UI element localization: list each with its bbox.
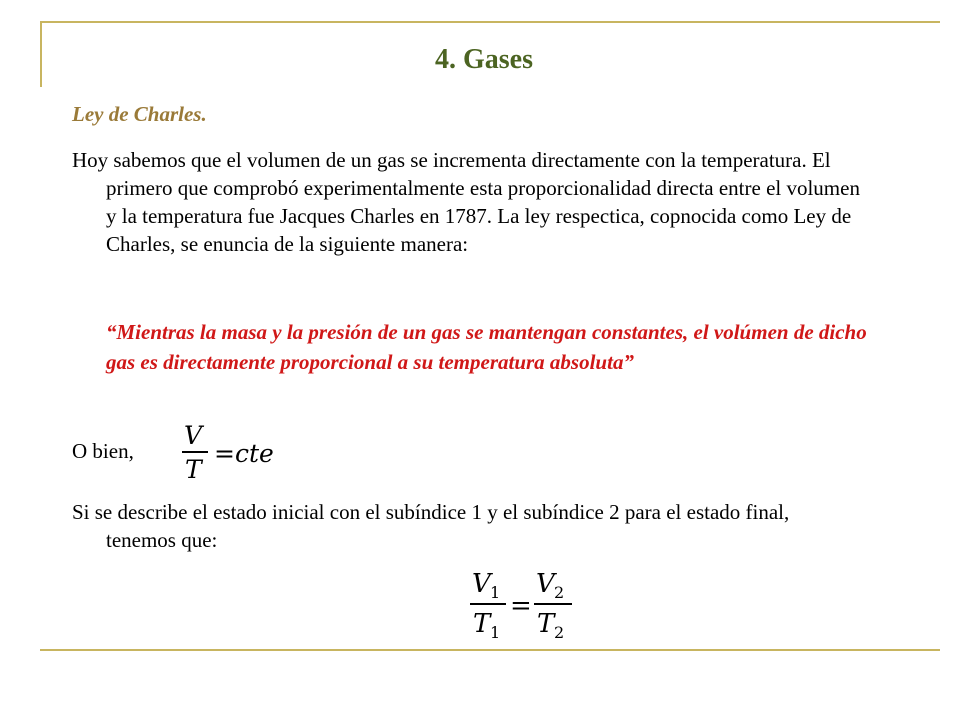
formula1-numerator: V (184, 422, 203, 450)
law-statement-quote: “Mientras la masa y la presión de un gas se mantengan constantes, el volúmen de dicho gas es directamente proporcional a su temperatura absoluta” (106, 320, 867, 374)
formula1-rhs: cte (235, 439, 274, 468)
intro-paragraph: Hoy sabemos que el volumen de un gas se incrementa directamente con la temperatura. El primero que comprobó experimentalmente esta proporcionalidad directa entre el volumen y la temperatura fue Jacques Charles en 1787. La ley respectica, copnocida como Ley de Charles, se enuncia de la siguiente manera: (72, 148, 860, 256)
formula2-left-denominator-sub: 1 (490, 623, 501, 642)
section-subtitle: Ley de Charles. (72, 102, 207, 126)
formula2-left-denominator: T (473, 609, 491, 639)
top-border-line (40, 21, 940, 23)
formula2-right-numerator-sub: 2 (554, 583, 565, 602)
formula1-denominator: T (185, 455, 202, 484)
charles-law-states-formula (468, 564, 578, 646)
formula2-right-numerator: V (536, 569, 555, 599)
or-label: O bien, (72, 439, 134, 463)
slide-title: 4. Gases (435, 44, 533, 75)
formula2-left-numerator-sub: 1 (490, 583, 501, 602)
formula2-left-numerator: V (472, 569, 491, 599)
formula2-right-denominator-sub: 2 (554, 623, 565, 642)
bottom-border-line (40, 649, 940, 651)
states-paragraph: Si se describe el estado inicial con el subíndice 1 y el subíndice 2 para el estado final, tenemos que: (72, 500, 790, 552)
formula2-equals: = (510, 591, 532, 621)
formula1-equals: = (214, 439, 235, 468)
charles-law-ratio-formula (180, 422, 290, 488)
formula2-right-denominator: T (537, 609, 555, 639)
